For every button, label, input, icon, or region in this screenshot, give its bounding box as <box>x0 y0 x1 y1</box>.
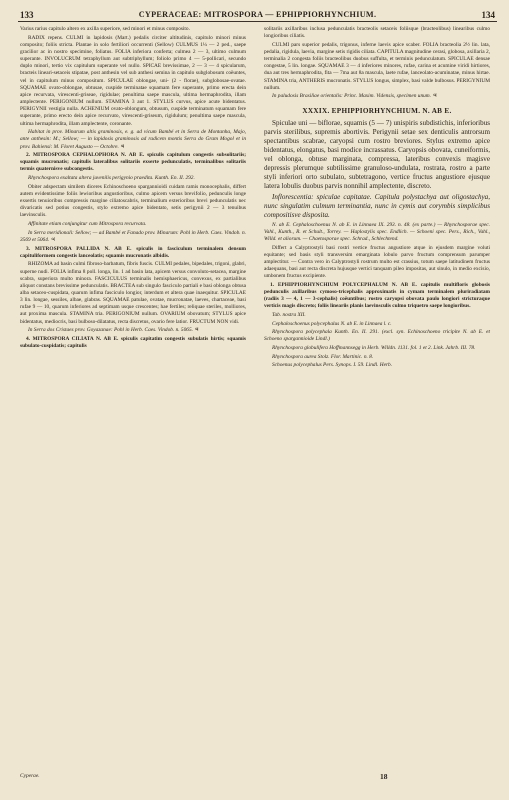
citation: Rhynchospora polycephala Kunth. En. II. 291. (excl. syn. Echinoschoeno tricipite N. ab E. et Schoeno spargannioide Lindl.) <box>264 329 490 343</box>
synonym-citation: Rhynchospora exaltata altera juvenilis perigynio praedita. Kunth. En. II. 292. <box>28 175 195 182</box>
paragraph: RADIX repens. CULMI in lapidosis (Mart.) pedalis circiter altitudinis, capitulo minori minus composito; foliis stricta. Plantae in solo fertiliori occurrenti (Sellow) CULMUS 1¼ — 2 ped., saepe gracilior ac in nostro specimine, foliatus. FOLIA inferiora conferta; culmea 2 — 3, ultimo culmum superante. INVOLUCRUM tetraphyllum aut subtriphyllum; foliolo primo 4 — 5-pollicari, secundo duplo minori, tertio vix capitulum superante vel nullo. SPICAE brevissimae, 2 — 3 — 4 spicularum, bracteis lineari-setaceis stipatae, post anthesin vel sub anthesi semina in capitulo subglobosum coëuntes, vel in capitulum minus compositum. SPICULAE oblongae, uni- (2 - florae), subglobosae-ovatae. SQUAMAE ovato-oblongae, obtusae, cuspide terminatae squamam fere superante, primo erecta dein apice recurvata, virescenti-griseae, rigidulae; penultima saepe mascula, ultima hermaphrodita, illam amplectente. PERIGONIUM nullum. STAMINA 3 aut 1. STYLUS curvus, apice acute bidentatus. PERIGYNII vestigia nulla. ACHENIUM ovato-oblongum, obtusum, cuspide terminatum squamam fere superante, primo erecto dein apice recurvato, virescenti-griseum, rigidulum; penultima saepe mascula, ultima hermaphrodita, illam amplectente, coronante. <box>20 34 246 127</box>
signature-mark: Cyperae. <box>20 773 40 779</box>
plate-reference: Tab. nostra XII. <box>272 311 306 318</box>
species-heading: 4. MITROSPORA CILIATA N. AB E. spiculis capitatim congestis subulatis hirtis; squamis subulato-cuspidatis; capitulis <box>20 335 246 350</box>
locality-note: Habitat in prov. Minarum altis graminosis, e. g. ad vicum Bambé et in Serra de Montanha, Majo, ante anthesin: M.; Sellow; — in lapidosis graminosis ad radicem montis Serra do Gram Mogol et in prov. Bahiensi: M. Floret Augusto — Octobre. ♃ <box>20 129 246 150</box>
citation: Rhynchospora globulifera Hoffmannsegg in Herb. Willdn. 1131. fol. 1 et 2. Link. Jahrb. III. 78. <box>272 345 476 352</box>
citation: Schoenus polycephalus Pers. Synops. I. 59. Lindl. Herb. <box>272 362 393 369</box>
genus-heading: XXXIX. EPHIPPIORHYNCHIUM. N. AB E. <box>302 106 452 115</box>
affinity-note: Affinitate etiam conjungitur cum Mitrospora recurvata. <box>28 221 147 228</box>
genus-synonyms: N. ab E. Cephaloschoenus N. ab E. in Linnaea IX. 293. n. 48. (ex parte.) — Rhynchosporae spec. Vahl., Kunth., R. et Schult., Torrey. — Haplostylis spec. Endlich. — Schoeni spec. Pers., Rich., Vahl., Willd. et aliorum. — Chaetosporae spec. Schrad., Schlechtend. <box>264 221 490 242</box>
header-rule <box>18 21 497 22</box>
page-number-right: 134 <box>481 10 495 20</box>
locality-note: In Serra meridionali: Sellow; — ad Bambé et Fanado prov. Minarum: Pohl in Herb. Caes. Vindob. n. 3569 et 5064. ♃ <box>20 229 246 243</box>
running-header <box>20 6 495 22</box>
signature-number: 18 <box>380 772 388 781</box>
locality-note: In Serra dos Cristaes prov. Goyazanae: Pohl in Herb. Caes. Vindob. n. 5065. ♃ <box>28 327 200 334</box>
paragraph: solitariis axillaribus inclusa pedunculatis bracteolis setaceis foliisque (bracteolibus) linearibus culmo longioribus ciliatis. <box>264 26 490 40</box>
page-number-left: 133 <box>20 10 34 20</box>
running-title: CYPERACEAE: MITROSPORA — EPHIPPIORHYNCHIUM. <box>138 10 377 19</box>
left-column <box>20 26 246 352</box>
paragraph: CULMI pars superior pedalis, trigonus, inferne laevis apice scaber. FOLIA bracteolia 2½ lin. lata, pedalia, rigidula, laevia, margine setis rigidis ciliata. CAPITULA magnitudine cerasi, globosa, axillaria 2, terminalia 2 congesta foliis bracteolibus duobus suffulta, et terminis pedunculatum. SPICULAE densae congestae, 5 lin. longae. SQUAMAE 3 — 4 inferiores minores, rufae, carina et acumine viridi hirtiores, dua aut tres hermaphrodita, fita — 7ma aut 8a mascula, laete rufae, lanceolato-acuminatae, minus hirtae. STAMINA tria, ANTHERIS mucronatis. STYLUS longus, simplex, basi valde bulbosus. PERIGYNIUM nullum. <box>264 41 490 91</box>
species-heading: 1. EPHIPPIORHYNCHIUM POLYCEPHALUM N. AB E. capitulis multifloris globosis pedunculis axillaribus cymoso-tricephalis approximatis in cymam terminalem pluriradiatam (radiis 3 — 4, 1 — 3-cephalis) coëuntibus; rostro caryopsi obovata paulo longiori stricturaque verticis magis discreto; foliis lineariis planis laevinsculis culmo triquetro saepe longioribus. <box>264 281 490 310</box>
species-heading: 2. MITROSPORA CEPHALOPHORA N. AB E. spiculis capitulum congestis subsolitariis; squamis mucronatis; capitulis lateralibus solitariis exserte pedunculatis, terminalibus solitariis termis quaternisve subcongestis. <box>20 152 246 173</box>
paragraph: Varius rarius capitulo altero ex axilla superiore, sed minori et minus composito. <box>20 26 190 32</box>
citation: Cephaloschoenus polycephalus N. ab E. in Linnaea l. c. <box>272 320 392 327</box>
right-column <box>264 26 490 371</box>
citation: Rhynchospora aurea Stolz. Flor. Martinic. n. 8. <box>272 353 374 360</box>
genus-notes: Differt a Calyptrostyli basi rostri vertice fructus angustiore atque in ejusdem margine voluti equitante; sed basis styli transversim emarginata lobulo parvo fructum comprensum parumper amplectitur. — Contra vero in Calyptrostyli rostrum multo est crassius, totum saepe latitudinem fructus adaequans, basi aut recta discreta hujusque vertici tanquam pileo impositas, aut sinulo, in medio excisio, umbonem fructus excipiente. <box>264 244 490 280</box>
inflorescence-description: Inflorescentia: spiculae capitatae. Capitula polystachya aut oligostachya, nunc singulatim culmum terminantia, nunc in cymis aut corymbis simplicibus compositisve disposita. <box>264 192 490 219</box>
genus-description: Spiculae uni — biflorae, squamis (5 — 7) unispiris subdistichis, inferioribus parvis sterilibus, supremis abortivis. Perigynii setae sex denticulis antrorsum spectantibus scabrae, caryopsi cum rostro breviores. Stylus extremo apice bidentatus, elongatus, basi modice incrassatus. Caryopsis obovata, cuneiformis, vel oblonga, obtuse marginata, compressa, lateribus convexis magisve depressis plerumque subtilissime granuloso-undulata, rostrata, rostro a parte styli inferiori orto subulato, subtetragono, vertice fructus angustiore ejusque latera lobulis duobus parvis nonnihil amplectente, discreto. <box>264 118 490 191</box>
locality-note: In paludosis Brasiliae orientalis: Princ. Maxim. Vidensis, specimen unum. ♃ <box>272 93 438 100</box>
species-heading: 3. MITROSPORA PALLIDA N. AB E. spiculis in fasciculum terminalem densum capituliformem congestis lanceolatis; squamis mucronatis albidis. <box>20 245 246 259</box>
paragraph: RHIZOMA ad basin culmi fibroso-barbatum, fibris fuscis. CULMI pedales, bipedales, trigoni, glabri, superne nudi. FOLIA infima 8 poll. longa, lin. 1 ad basin lata, apicem versus convoluto-setacea, margine scabra, superiora multo minora. FASCICULUS terminalis hemisphaericus, convexus, ex partialibus aliquot constans brevissime pedunculatis. BRACTEA sub singulo fasciculo partiali e basi oblonga obtusa alba setaceo-cuspidata, quarum infima fasciculo longior, interdum et altera quae inaequitur. SPICULAE 3 lin. longae, sessiles, albae, glabras. SQUAMAE patulae, ovatae, mucronatae, laeves, chartaceae, basi rufae 9 — 10, quarum inferiores ad septimam usque crescentes; hae fertiles; reliquae steriles, molliores, aut proxima mascula. STAMINA tria. PERIGONIUM nullum. OVARIUM obovatum; STYLUS apice bidentatus, mediocris, basi bulboso-dilatatus, recta discretus, ovario fere latior. FRUCTUM NON vidi. <box>20 261 246 325</box>
paragraph: Obiter adspectam similem diceres Echinoschoeno spargannioidi cuidam ramis monocephalis, differt autem evidentissime foliis lewioribus angustioribus, culmo apicem versus brevifolio, pedunculis longe exsertis tenuioribus compressis margine ciliatoscabris, terminalium exterioribus brevi pedunculatis nec divaricatis sed potius congestis, stylo extremo apice bidentato, setis perigynii 2 — 3 tenuibus laevinsculis. <box>20 183 246 219</box>
